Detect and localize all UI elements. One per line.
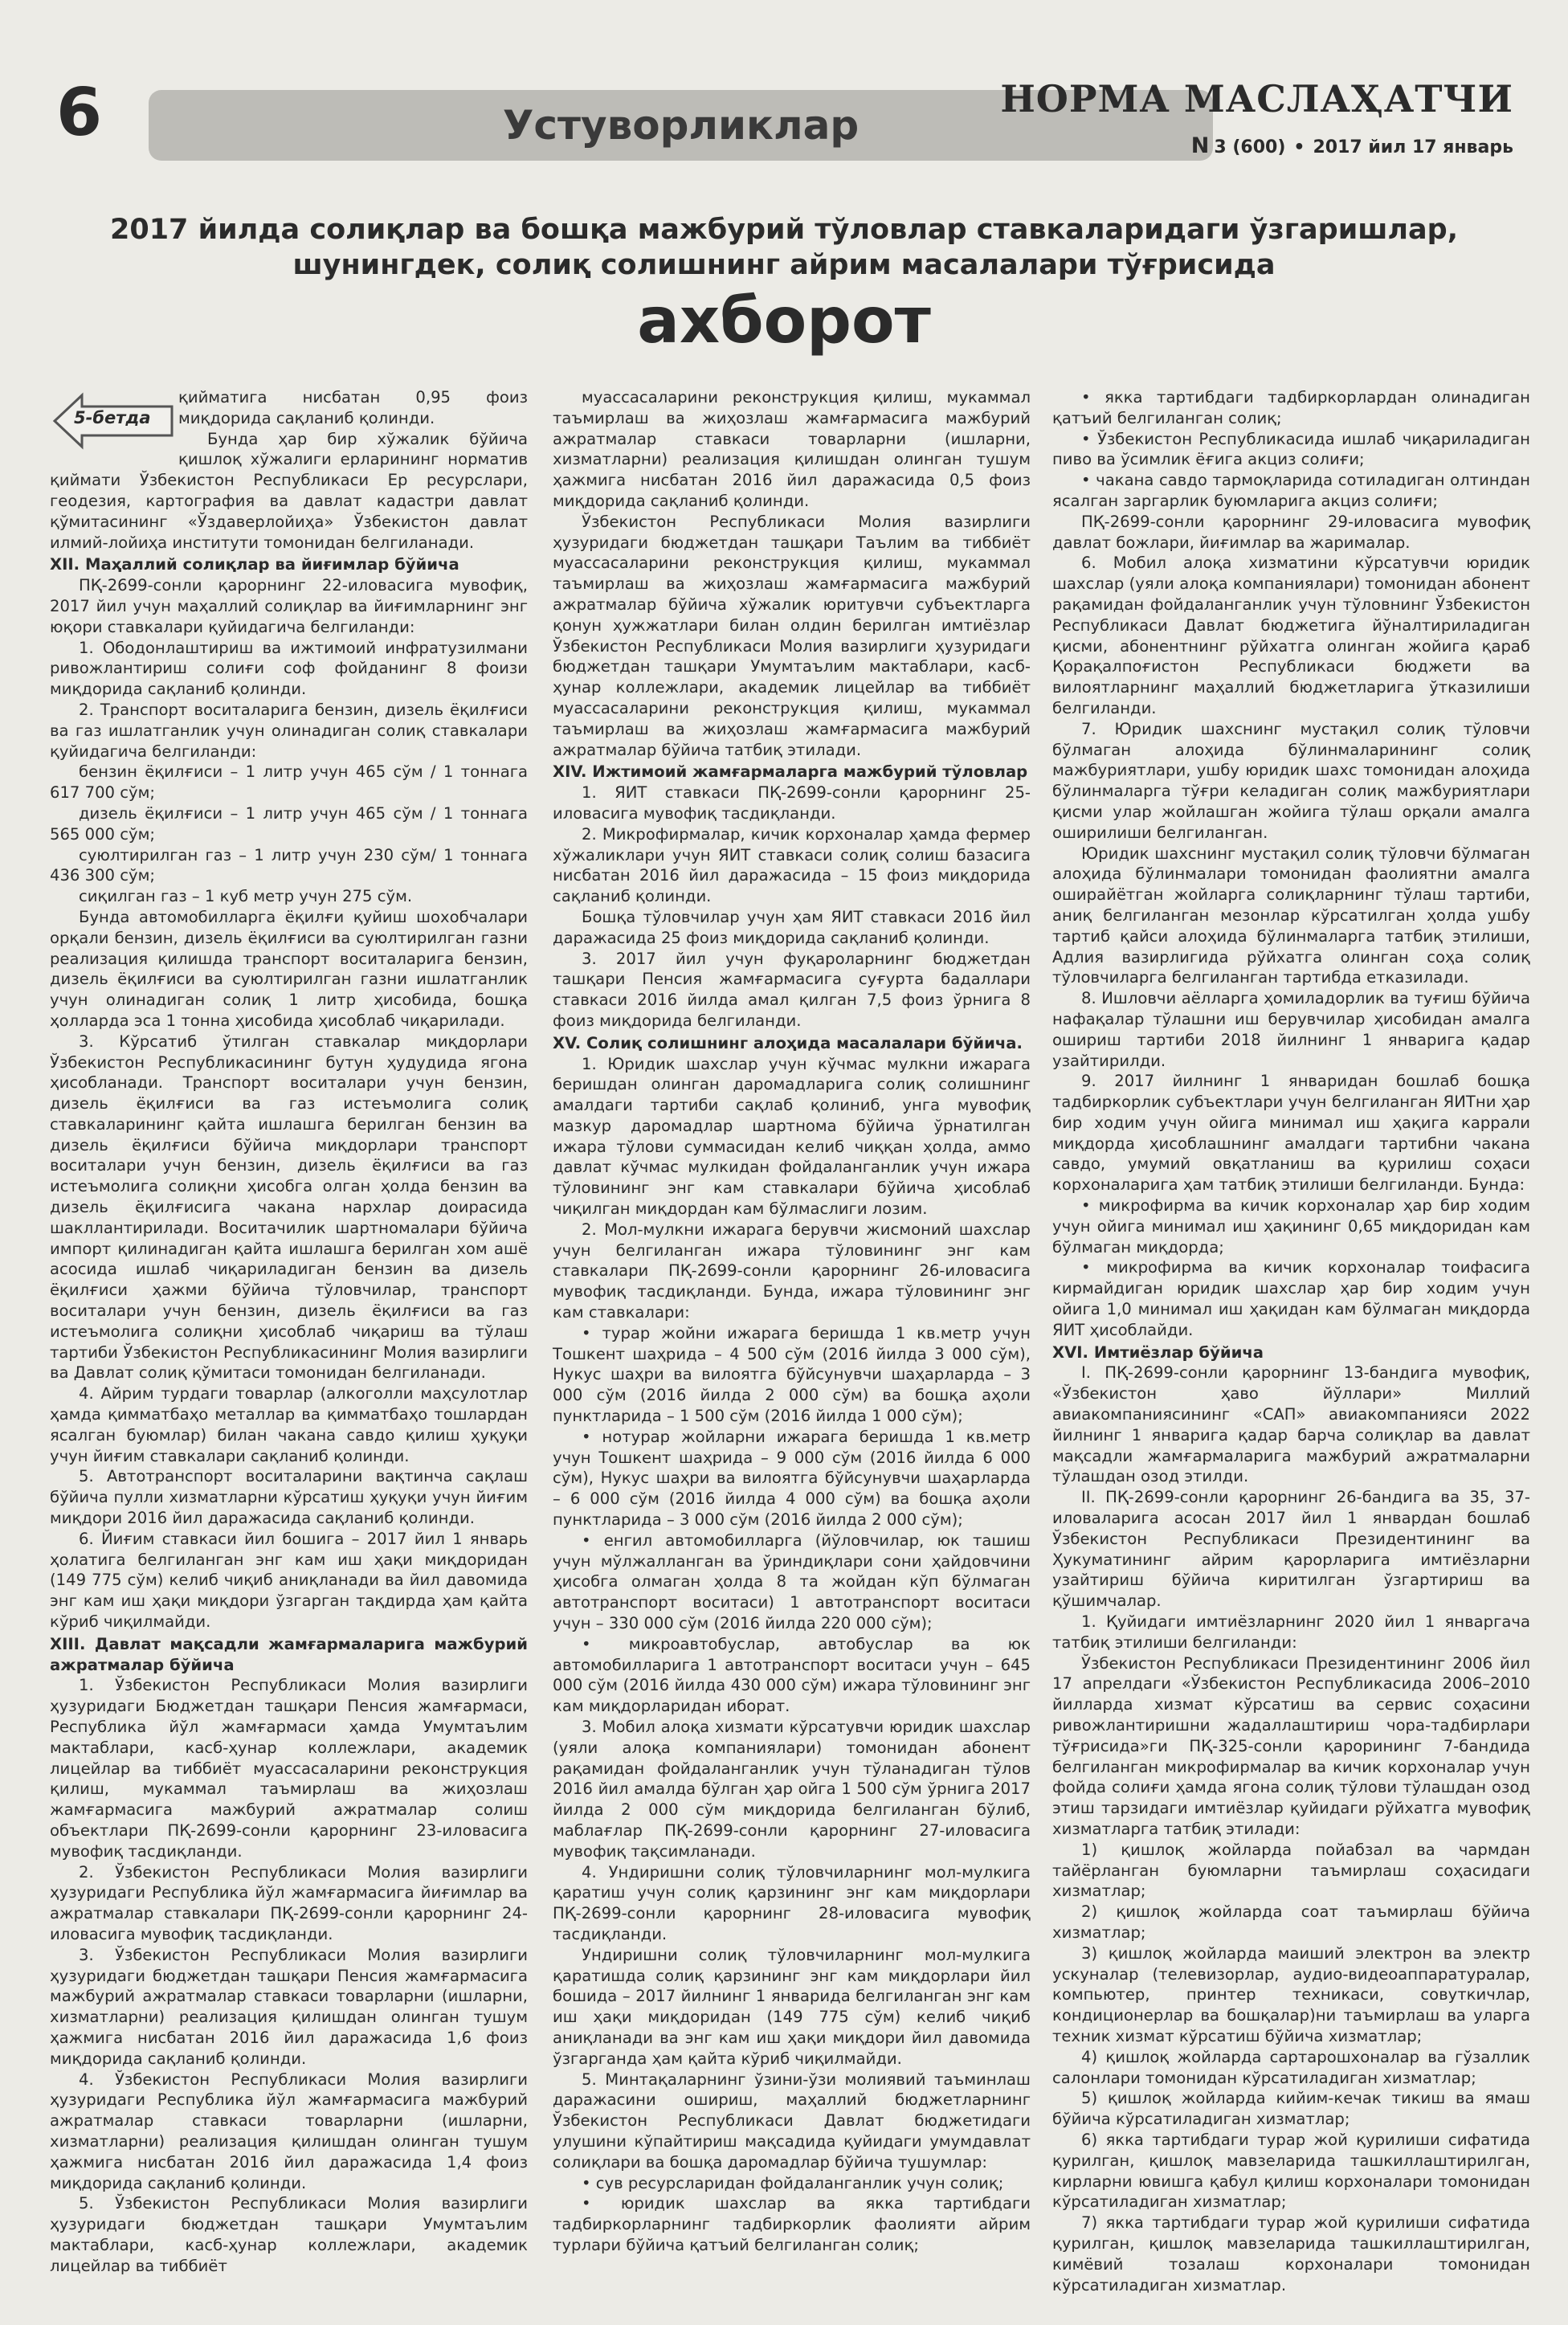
paragraph: 5) қишлоқ жойларда кийим-кечак тикиш ва ямаш бўйича кўрсатиладиган хизматлар;: [1052, 2089, 1530, 2129]
paragraph: • микрофирма ва кичик корхоналар тоифасига кирмайдиган юридик шахслар ҳар бир ходим учун ойига 1,0 минимал иш ҳақидан кам бўлмаган миқдорда ЯИТ ҳисоблайди.: [1052, 1258, 1530, 1339]
paragraph: 2. Мол-мулкни ижарага берувчи жисмоний шахслар учун белгиланган ижара тўловининг энг кам ставкалари ПҚ-2699-сонли қарорнинг 26-иловасига мувофиқ тасдиқланди. Бунда, ижара тўловининг энг кам ставкалари:: [553, 1220, 1031, 1322]
paragraph: 4. Айрим турдаги товарлар (алкоголли маҳсулотлар ҳамда қимматбаҳо металлар ва қимматбаҳо тошлардан ясалган буюмлар) билан чакана савдо қилиш ҳуқуқи учун йиғим ставкалари сақланиб қолинди.: [50, 1384, 528, 1465]
paragraph: 2. Ўзбекистон Республикаси Молия вазирлиги ҳузуридаги Республика йўл жамғармасига йиғимлар ва ажратмалар ставкалари ПҚ-2699-сонли қарорнинг 24-иловасига мувофиқ тасдиқланди.: [50, 1862, 528, 1943]
paragraph: 4. Ўзбекистон Республикаси Молия вазирлиги ҳузуридаги Республика йўл жамғармасига мажбурий ажратмалар ставкаси товарларни (ишларни, хизматларни) реализация қилишдан олинган тушум ҳажмига нисбатан 2016 йил даражасида 1,4 фоиз миқдорида сақланиб қолинди.: [50, 2070, 528, 2192]
paragraph: I. ПҚ-2699-сонли қарорнинг 13-бандига мувофиқ, «Ўзбекистон ҳаво йўллари» Миллий авиакомпаниясининг «САП» авиакомпанияси 2022 йилнинг 1 январига қадар барча солиқлар ва давлат мақсадли жамғармаларига мажбурий ажратмаларни тўлашдан озод этилди.: [1052, 1363, 1530, 1486]
paragraph: 4. Ундиришни солиқ тўловчиларнинг мол-мулкига қаратиш учун солиқ қарзининг энг кам миқдорлари ПҚ-2699-сонли қарорнинг 28-иловасига мувофиқ тасдиқланди.: [553, 1862, 1031, 1943]
page-number: 6: [56, 75, 103, 151]
paragraph: 3. Кўрсатиб ўтилган ставкалар миқдорлари Ўзбекистон Республикасининг бутун ҳудудида ягона ҳисобланади. Транспорт воситалари учун бензин, дизель ёқилғиси ва газ истеъмолига солиқ ставкаларининг қайта ишлашга берилган бензин ва дизель ёқилғиси бўйича миқдорлари транспорт воситалари учун бензин, дизель ёқилғиси ва газ истеъмолига солиқни ҳисобга олган ҳолда бензин ва дизель ёқилғисига чакана нархлар доирасида шакллантирилади. Воситачилик шартномалари бўйича импорт қилинадиган қайта ишлашга берилган хом ашё асосида ишлаб чиқариладиган бензин ва дизель ёқилғиси ҳажми бўйича тўловчилар, транспорт воситалари учун бензин, дизель ёқилғиси ва газ истеъмолига солиқни ҳисоблаб чиқариш ва тўлаш тартиби Ўзбекистон Республикасининг Молия вазирлиги ва Давлат солиқ қўмитаси томонидан белгиланади.: [50, 1032, 528, 1383]
paragraph: муассасаларини реконструкция қилиш, мукаммал таъмирлаш ва жиҳозлаш жамғармасига мажбурий ажратмалар ставкаси товарларни (ишларни, хизматларни) реализация қилишдан олинган тушум ҳажмига нисбатан 2016 йил даражасида 0,5 фоиз миқдорида сақланиб қолинди.: [553, 388, 1031, 510]
paragraph: 3. 2017 йил учун фуқароларнинг бюджетдан ташқари Пенсия жамғармасига суғурта бадаллари ставкаси 2016 йилда амал қилган 7,5 фоиз ўрнига 8 фоиз миқдорида белгиланди.: [553, 949, 1031, 1030]
paragraph: 1) қишлоқ жойларда пойабзал ва чармдан тайёрланган буюмларни таъмирлаш соҳасидаги хизматлар;: [1052, 1840, 1530, 1901]
section-heading: XVI. Имтиёзлар бўйича: [1052, 1342, 1264, 1362]
issue-line: [1191, 133, 1513, 158]
paragraph: Бошқа тўловчилар учун ҳам ЯИТ ставкаси 2016 йил даражасида 25 фоиз миқдорида сақланиб қолинди.: [553, 907, 1031, 947]
paragraph: • якка тартибдаги тадбиркорлардан олинадиган қатъий белгиланган солиқ;: [1052, 388, 1530, 427]
paragraph: • чакана савдо тармоқларида сотиладиган олтиндан ясалган заргарлик буюмларига акциз солиғи;: [1052, 471, 1530, 510]
continued-from-label: 5-бетда: [74, 408, 151, 427]
issue-n-label: N: [1190, 133, 1210, 158]
issue-bullet: •: [1293, 137, 1305, 157]
paragraph: 4) қишлоқ жойларда сартарошхоналар ва гўзаллик салонлари томонидан кўрсатиладиган хизматлар;: [1052, 2047, 1530, 2087]
article-title-big: ахборот: [637, 285, 931, 358]
column-1: [50, 387, 528, 2277]
section-heading: XV. Солиқ солишнинг алоҳида масалалари бўйича.: [553, 1033, 1023, 1052]
paragraph: 3. Ўзбекистон Республикаси Молия вазирлиги ҳузуридаги бюджетдан ташқари Пенсия жамғармасига мажбурий ажратмалар ставкаси товарларни (ишларни, хизматларни) реализация қилишдан олинган тушум ҳажмига нисбатан 2016 йил даражасида 1,6 фоиз миқдорида сақланиб қолинди.: [50, 1945, 528, 2068]
column-3: [1052, 387, 1530, 2295]
article-title-line-1: 2017 йилда солиқлар ва бошқа мажбурий тўловлар ставкаларидаги ўзгаришлар,: [109, 214, 1459, 246]
paragraph: 1. Ўзбекистон Республикаси Молия вазирлиги ҳузуридаги Бюджетдан ташқари Пенсия жамғармаси, Республика йўл жамғармаси ҳамда Умумтаълим мактаблари, касб-ҳунар коллежлари, академик лицейлар ва тиббиёт муассасаларини реконструкция қилиш, мукаммал таъмирлаш ва жиҳозлаш жамғармасига мажбурий ажратмалар солиш объектлари ПҚ-2699-сонли қарорнинг 23-иловасига мувофиқ тасдиқланди.: [50, 1676, 528, 1861]
paragraph: дизель ёқилғиси – 1 литр учун 465 сўм / 1 тоннага 565 000 сўм;: [50, 803, 528, 844]
paragraph: суюлтирилган газ – 1 литр учун 230 сўм/ 1 тоннага 436 300 сўм;: [50, 845, 528, 885]
column-2: [553, 387, 1031, 2256]
paragraph: 8. Ишловчи аёлларга ҳомиладорлик ва туғиш бўйича нафақалар тўлашни иш берувчилар ҳисобидан амалга ошириш тартиби 2018 йилнинг 1 январига қадар узайтирилди.: [1052, 989, 1530, 1070]
issue-number: 3 (600): [1214, 137, 1286, 157]
paragraph: 6) якка тартибдаги турар жой қурилиши сифатида қурилган, қишлоқ мавзеларида ташкиллаштирилган, кирларни ювишга қабул қилиш корхоналари томонидан кўрсатиладиган хизматлар;: [1052, 2130, 1530, 2212]
section-heading: XIV. Ижтимоий жамғармаларга мажбурий тўловлар: [553, 762, 1028, 782]
paragraph: • турар жойни ижарага беришда 1 кв.метр учун Тошкент шаҳрида – 4 500 сўм (2016 йилда 3 000 сўм), Нукус шаҳри ва вилоятга бўйсунувчи шаҳарларда – 3 000 сўм (2016 йилда 2 000 сўм) ва бошқа аҳоли пунктларида – 1 500 сўм (2016 йилда 1 000 сўм);: [553, 1323, 1031, 1426]
paragraph: • Ўзбекистон Республикасида ишлаб чиқариладиган пиво ва ўсимлик ёғига акциз солиғи;: [1052, 429, 1530, 469]
paragraph: бензин ёқилғиси – 1 литр учун 465 сўм / 1 тоннага 617 700 сўм;: [50, 762, 528, 803]
paragraph: II. ПҚ-2699-сонли қарорнинг 26-бандига ва 35, 37-иловаларига асосан 2017 йил 1 январдан бошлаб Ўзбекистон Республикаси Президентининг ва Ҳукуматининг айрим қарорларига имтиёзларни узайтириш бўйича киритилган ўзгартириш ва қўшимчалар.: [1052, 1488, 1530, 1611]
paragraph: • микроавтобуслар, автобуслар ва юк автомобилларига 1 автотранспорт воситаси учун – 645 000 сўм (2016 йилда 430 000 сўм) ижара тўловининг энг кам миқдорларидан иборат.: [553, 1634, 1031, 1716]
paragraph: • сув ресурсларидан фойдаланганлик учун солиқ;: [582, 2173, 1004, 2192]
paragraph: қийматига нисбатан 0,95 фоиз миқдорида сақланиб қолинди.: [178, 388, 528, 427]
paragraph: Бунда автомобилларга ёқилғи қуйиш шохобчалари орқали бензин, дизель ёқилғиси ва суюлтирилган газни реализация қилишда транспорт воситаларига бензин, дизель ёқилғиси ва суюлтирилган газни ишлатганлик учун олинадиган солиқ 1 литр ҳисобида, бошқа ҳолларда эса 1 тонна ҳисобида ҳисоблаб чиқарилади.: [50, 907, 528, 1030]
paragraph: • микрофирма ва кичик корхоналар ҳар бир ходим учун ойига минимал иш ҳақининг 0,65 миқдоридан кам бўлмаган миқдорда;: [1052, 1196, 1530, 1256]
paragraph: 1. Юридик шахслар учун кўчмас мулкни ижарага беришдан олинган даромадларига солиқ солишнинг амалдаги тартиби сақлаб қолиниб, унга мувофиқ мазкур даромадлар шартнома бўйича ўрнатилган ижара тўлови суммасидан келиб чиққан ҳолда, аммо давлат кўчмас мулкидан фойдаланганлик учун ижара тўловининг энг кам ставкалари бўйича ҳисоблаб чиқилган миқдордан кам бўлмаслиги лозим.: [553, 1054, 1031, 1219]
paragraph: 7. Юридик шахснинг мустақил солиқ тўловчи бўлмаган алоҳида бўлинмаларининг солиқ мажбуриятлари, ушбу юридик шахс томонидан алоҳида бўлинмаларга тўғри келадиган солиқ мажбуриятлари қисми улар жойлашган жойига тўлаш орқали амалга оширилиши белгиланган.: [1052, 719, 1530, 842]
paragraph: 5. Ўзбекистон Республикаси Молия вазирлиги ҳузуридаги бюджетдан ташқари Умумтаълим мактаблари, касб-ҳунар коллежлари, академик лицейлар ва тиббиёт: [50, 2194, 528, 2275]
paragraph: 2. Транспорт воситаларига бензин, дизель ёқилғиси ва газ ишлатганлик учун олинадиган солиқ ставкалари қуйидагича белгиланди:: [50, 700, 528, 761]
paragraph: Юридик шахснинг мустақил солиқ тўловчи бўлмаган алоҳида бўлинмалари томонидан фаолиятни амалга оширайётган жойларга солиқларнинг тўлаш тартиби, аниқ белгиланган мезонлар кўрсатилган ҳолда ушбу тартиб қайси алоҳида бўлинмаларга татбиқ этилиши, Адлия вазирлигида рўйхатга олинган соҳа солиқ тўловчиларга белгиланган тартибда етказилади.: [1052, 844, 1530, 987]
paragraph: 7) якка тартибдаги турар жой қурилиши сифатида қурилган, қишлоқ мавзеларида ташкиллаштирилган, кимёвий тозалаш корхоналари томонидан кўрсатиладиган хизматлар.: [1052, 2213, 1530, 2294]
paragraph: • юридик шахслар ва якка тартибдаги тадбиркорларнинг тадбиркорлик фаолияти айрим турлари бўйича қатъий белгиланган солиқ;: [553, 2194, 1031, 2254]
paragraph: 5. Минтақаларнинг ўзини-ўзи молиявий таъминлаш даражасини ошириш, маҳаллий бюджетларнинг Ўзбекистон Республикаси Давлат бюджетидаги улушини кўпайтириш мақсадида қуйидаги умумдавлат солиқлари ва бошқа даромадлар бўйича тушумлар:: [553, 2070, 1031, 2172]
brand-logo: НОРМА МАСЛАҲАТЧИ: [1000, 77, 1513, 121]
paragraph: • енгил автомобилларга (йўловчилар, юк ташиш учун мўлжалланган ва ўриндиқлари сони ҳайдовчини ҳисобга олмаган ҳолда 8 та жойдан кўп бўлмаган автотранспорт воситаси) 1 автотранспорт воситаси учун – 330 000 сўм (2016 йилда 220 000 сўм);: [553, 1530, 1031, 1633]
paragraph: ПҚ-2699-сонли қарорнинг 22-иловасига мувофиқ, 2017 йил учун маҳаллий солиқлар ва йиғимларнинг энг юқори ставкалари қуйидагича белгиланди:: [50, 576, 528, 636]
paragraph: 2. Микрофирмалар, кичик корхоналар ҳамда фермер хўжаликлари учун ЯИТ ставкаси солиқ солиш базасига нисбатан 2016 йил даражасида – 15 фоиз миқдорида сақланиб қолинди.: [553, 824, 1031, 906]
paragraph: 1. ЯИТ ставкаси ПҚ-2699-сонли қарорнинг 25-иловасига мувофиқ тасдиқланди.: [553, 783, 1031, 823]
paragraph: сиқилган газ – 1 куб метр учун 275 сўм.: [79, 887, 413, 906]
article-title-line-2: шунингдек, солиқ солишнинг айрим масалалари тўғрисида: [292, 249, 1276, 281]
section-title: Устуворликлар: [502, 102, 860, 149]
paragraph: 1. Ободонлаштириш ва ижтимоий инфратузилмани ривожлантириш солиғи соф фойданинг 8 фоизи миқдорида сақланиб қолинди.: [50, 638, 528, 699]
paragraph: 2) қишлоқ жойларда соат таъмирлаш бўйича хизматлар;: [1052, 1902, 1530, 1942]
section-heading: XII. Маҳаллий солиқлар ва йиғимлар бўйича: [50, 555, 459, 574]
paragraph: 1. Қуйидаги имтиёзларнинг 2020 йил 1 январгача татбиқ этилиши белгиланди:: [1052, 1612, 1530, 1652]
paragraph: Бунда ҳар бир хўжалик бўйича қишлоқ хўжалиги ерларининг норматив қиймати Ўзбекистон Республикаси Ер ресурслари, геодезия, картография ва давлат кадастри давлат қўмитасининг «Ўздаверлойиҳа» Ўзбекистон давлат илмий-лойиҳа институти томонидан белгиланади.: [50, 429, 528, 552]
paragraph: • нотурар жойларни ижарага беришда 1 кв.метр учун Тошкент шаҳрида – 9 000 сўм (2016 йилда 6 000 сўм), Нукус шаҳри ва вилоятга бўйсунувчи шаҳарларда – 6 000 сўм (2016 йилда 4 000 сўм) ва бошқа аҳоли пунктларида – 3 000 сўм (2016 йилда 2 000 сўм);: [553, 1427, 1031, 1530]
paragraph: 6. Мобил алоқа хизматини кўрсатувчи юридик шахслар (уяли алоқа компаниялари) томонидан абонент рақамидан фойдаланганлик учун тўловнинг Ўзбекистон Республикаси Давлат бюджетига йўналтириладиган қисми, абонентнинг рўйхатга олинган жойига қараб Қорақалпоғистон Республикаси бюджети ва вилоятларнинг маҳаллий бюджетларига ўтказилиши белгиланди.: [1052, 554, 1530, 717]
paragraph: 3) қишлоқ жойларда маиший электрон ва электр ускуналар (телевизорлар, аудио-видеоаппаратуралар, компьютер, принтер техникаси, совуткичлар, кондиционерлар ва бошқалар)ни таъмирлаш ва уларга техник хизмат кўрсатиш бўйича хизматлар;: [1052, 1943, 1530, 2045]
paragraph: 6. Йиғим ставкаси йил бошига – 2017 йил 1 январь ҳолатига белгиланган энг кам иш ҳақи миқдоридан (149 775 сўм) келиб чиқиб аниқланади ва йил давомида энг кам иш ҳақи миқдори ўзгарган тақдирда ҳам қайта кўриб чиқилмайди.: [50, 1529, 528, 1632]
paragraph: Ўзбекистон Республикаси Президентининг 2006 йил 17 апрелдаги «Ўзбекистон Республикасида 2006–2010 йилларда хизмат кўрсатиш ва сервис соҳасини ривожлантиришни жадаллаштириш чора-тадбирлари тўғрисида»ги ПҚ-325-сонли қарорининг 7-бандида белгиланган микрофирмалар ва кичик корхоналар учун фойда солиғи ҳамда ягона солиқ тўлови тўлашдан озод этиш тарзидаги имтиёзлар қуйидаги рўйхатга мувофиқ хизматларга татбиқ этилади:: [1052, 1653, 1530, 1838]
paragraph: Ундиришни солиқ тўловчиларнинг мол-мулкига қаратишда солиқ қарзининг энг кам миқдорлари йил бошида – 2017 йилнинг 1 январида белгиланган энг кам иш ҳақи миқдоридан (149 775 сўм) келиб чиқиб аниқланади ва энг кам иш ҳақи миқдори йил давомида ўзгарганда ҳам қайта кўриб чиқилмайди.: [553, 1945, 1031, 2068]
section-heading: XIII. Давлат мақсадли жамғармаларига мажбурий ажратмалар бўйича: [50, 1634, 528, 1674]
paragraph: 5. Автотранспорт воситаларини вақтинча сақлаш бўйича пулли хизматларни кўрсатиш ҳуқуқи учун йиғим миқдори 2016 йил даражасида сақланиб қолинди.: [50, 1467, 528, 1528]
paragraph: 3. Мобил алоқа хизмати кўрсатувчи юридик шахслар (уяли алоқа компаниялари) томонидан абонент рақамидан фойдаланганлик учун тўланадиган тўлов 2016 йил амалда бўлган ҳар ойга 1 500 сўм ўрнига 2017 йилда 2 000 сўм миқдорида белгиланган бўлиб, маблағлар ПҚ-2699-сонли қарорнинг 27-иловасига мувофиқ тақсимланади.: [553, 1718, 1031, 1861]
paragraph: ПҚ-2699-сонли қарорнинг 29-иловасига мувофиқ давлат божлари, йиғимлар ва жарималар.: [1052, 512, 1530, 552]
paragraph: Ўзбекистон Республикаси Молия вазирлиги ҳузуридаги бюджетдан ташқари Таълим ва тиббиёт муассасаларини реконструкция қилиш, мукаммал таъмирлаш ва жиҳозлаш жамғармасига мажбурий ажратмалар бўйича хўжалик юритувчи субъектларга қонун ҳужжатлари билан олдин берилган имтиёзлар Ўзбекистон Республикаси Молия вазирлиги ҳузуридаги бюджетдан ташқари Умумтаълим мактаблари, касб-ҳунар коллежлари, академик лицейлар ва тиббиёт муассасаларини реконструкция қилиш, мукаммал таъмирлаш ва жиҳозлаш жамғармасига мажбурий ажратмалар бўйича татбиқ этилади.: [553, 512, 1031, 759]
paragraph: 9. 2017 йилнинг 1 январидан бошлаб бошқа тадбиркорлик субъектлари учун белгиланган ЯИТни ҳар бир ходим учун ойига минимал иш ҳақига каррали миқдорда ҳисоблашнинг амалдаги тартибни чакана савдо, умумий овқатланиш ва қурилиш соҳаси корхоналарига ҳам татбиқ этилиши белгиланди. Бунда:: [1052, 1072, 1530, 1195]
issue-date: 2017 йил 17 январь: [1313, 137, 1513, 157]
